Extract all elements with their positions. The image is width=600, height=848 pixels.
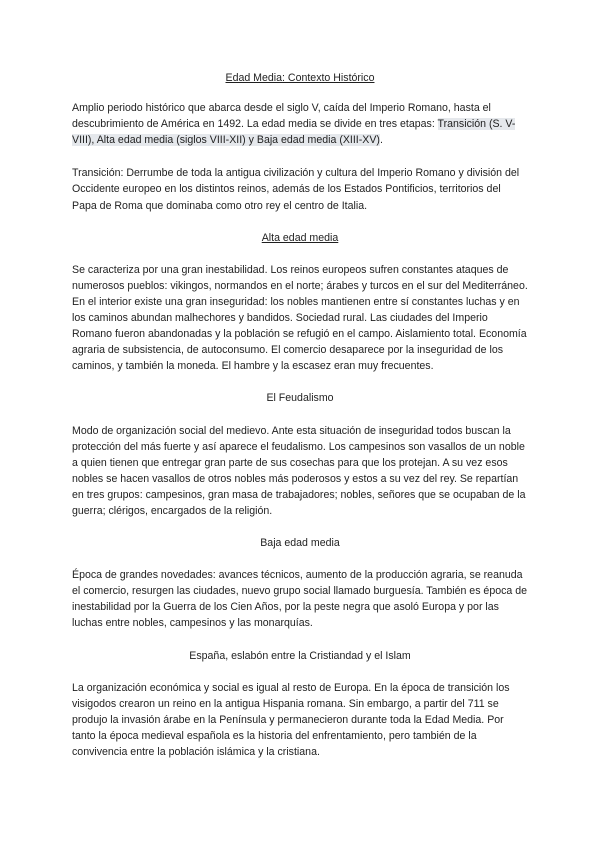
alta-paragraph: Se caracteriza por una gran inestabilidad. Los reinos europeos sufren constantes ataques de numerosos pueblos: vikingos, normandos en el norte; árabes y turcos en el sur del Mediterráneo. En el interior existe una gran inseguridad: los nobles mantienen entre sí constantes luchas y en los caminos abundan malhechores y bandidos. Sociedad rural. Las ciudades del Imperio Romano fueron abandonadas y la población se refugió en el campo. Aislamiento total. Economía agraria de subsistencia, de autoconsumo. El comercio desaparece por la inseguridad de los caminos, y también la moneda. El hambre y la escasez eran muy frecuentes. <box>72 263 528 373</box>
section-heading-espana: España, eslabón entre la Cristiandad y el Islam <box>189 649 411 662</box>
document-title: Edad Media: Contexto Histórico <box>225 72 375 84</box>
espana-paragraph: La organización económica y social es igual al resto de Europa. En la época de transición los visigodos crearon un reino en la antigua Hispania romana. Sin embargo, a partir del 711 se produjo la invasión árabe en la Península y permanecieron durante toda la Edad Media. Por tanto la época medieval española es la historia del enfrentamiento, pero también de la convivencia entre la población islámica y la cristiana. <box>72 681 510 758</box>
transicion-paragraph: Transición: Derrumbe de toda la antigua civilización y cultura del Imperio Romano y división del Occidente europeo en los distintos reinos, además de los Estados Pontificios, territorios del Papa de Roma que dominaba como otro rey el centro de Italia. <box>72 167 520 212</box>
section-heading-feudalismo: El Feudalismo <box>266 392 334 405</box>
intro-paragraph <box>72 100 528 148</box>
section-heading-alta: Alta edad media <box>261 231 339 244</box>
feudalismo-paragraph: Modo de organización social del medievo. Ante esta situación de inseguridad todos buscan la protección del más fuerte y así aparece el feudalismo. Los campesinos son vasallos de un noble a quien tienen que entregar gran parte de sus cosechas para que los protejan. A su vez esos nobles se hacen vasallos de otros nobles más poderosos y estos a su vez del rey. Se repartían en tres grupos: campesinos, gran masa de trabajadores; nobles, señores que se ocupaban de la guerra; clérigos, encargados de la religión. <box>72 424 526 517</box>
intro-text: Amplio periodo histórico que abarca desde el siglo V, caída del Imperio Romano, hasta el descubrimiento de América en 1492. La edad media se divide en tres etapas: <box>72 102 491 131</box>
intro-text-end: . <box>379 134 383 147</box>
baja-paragraph: Época de grandes novedades: avances técnicos, aumento de la producción agraria, se reanuda el comercio, resurgen las ciudades, nuevo grupo social llamado burguesía. También es época de inestabilidad por la Guerra de los Cien Años, por la peste negra que asoló Europa y por las luchas entre nobles, campesinos y las monarquías. <box>72 569 528 630</box>
highlighted-text: Transición (S. V-VIII), Alta edad media (siglos VIII-XII) y Baja edad media (XIII-XV) <box>72 118 516 147</box>
section-heading-baja: Baja edad media <box>260 537 340 550</box>
